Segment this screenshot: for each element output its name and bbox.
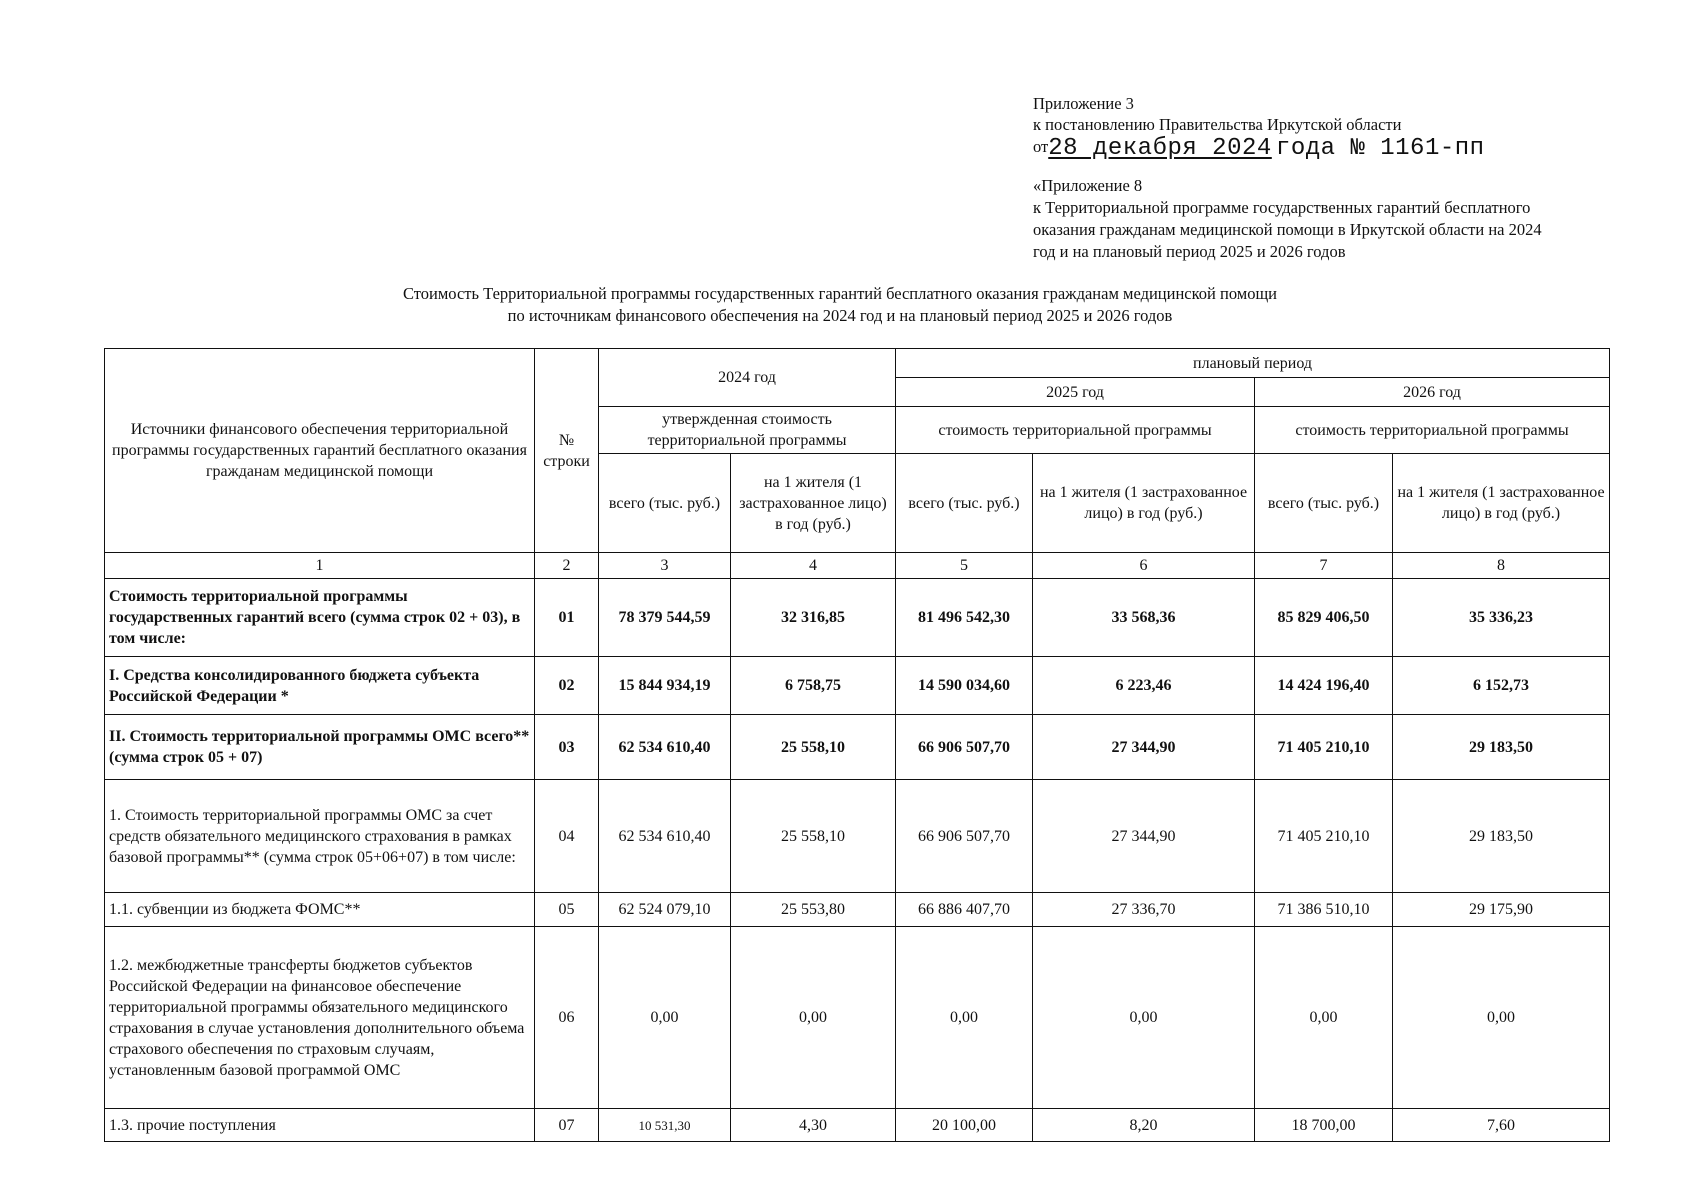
- column-number: 7: [1255, 553, 1393, 579]
- cell-total-2026: 71 386 510,10: [1255, 893, 1393, 927]
- column-number: 3: [599, 553, 731, 579]
- column-number-row: [105, 553, 1610, 579]
- row-source: I. Средства консолидированного бюджета субъекта Российской Федерации *: [105, 657, 535, 715]
- cell-per-capita-2025: 27 344,90: [1033, 780, 1255, 893]
- cell-total-2025: 0,00: [896, 927, 1033, 1109]
- row-source: 1. Стоимость территориальной программы ОМС за счет средств обязательного медицинского страхования в рамках базовой программы** (сумма строк 05+06+07) в том числе:: [105, 780, 535, 893]
- table-row: [105, 927, 1610, 1109]
- cell-total-2025: 66 886 407,70: [896, 893, 1033, 927]
- column-number: 6: [1033, 553, 1255, 579]
- table-row: [105, 780, 1610, 893]
- header-year-2025: 2025 год: [896, 378, 1255, 407]
- column-number: 2: [535, 553, 599, 579]
- row-number: 01: [535, 579, 599, 657]
- row-number: 07: [535, 1109, 599, 1142]
- row-number: 02: [535, 657, 599, 715]
- header-total-2024: всего (тыс. руб.): [599, 454, 731, 553]
- cell-per-capita-2026: 7,60: [1393, 1109, 1610, 1142]
- cell-total-2026: 0,00: [1255, 927, 1393, 1109]
- row-number: 06: [535, 927, 599, 1109]
- annex8-line: оказания гражданам медицинской помощи в Иркутской области на 2024: [1033, 220, 1542, 239]
- title-line: по источникам финансового обеспечения на 2024 год и на плановый период 2025 и 2026 годов: [507, 306, 1173, 325]
- table-row: [105, 1109, 1610, 1142]
- cell-per-capita-2026: 6 152,73: [1393, 657, 1610, 715]
- cell-per-capita-2024: 0,00: [731, 927, 896, 1109]
- cell-total-2025: 66 906 507,70: [896, 715, 1033, 780]
- table-row: [105, 579, 1610, 657]
- header-row-number: № строки: [535, 349, 599, 553]
- column-number: 5: [896, 553, 1033, 579]
- cell-total-2025: 20 100,00: [896, 1109, 1033, 1142]
- row-number: 03: [535, 715, 599, 780]
- decree-number: года № 1161-пп: [1275, 135, 1485, 162]
- table-row: [105, 657, 1610, 715]
- cell-per-capita-2024: 25 558,10: [731, 780, 896, 893]
- annex8-line: «Приложение 8: [1033, 176, 1143, 195]
- cell-per-capita-2025: 0,00: [1033, 927, 1255, 1109]
- column-number: 8: [1393, 553, 1610, 579]
- cell-per-capita-2024: 25 558,10: [731, 715, 896, 780]
- cell-per-capita-2024: 6 758,75: [731, 657, 896, 715]
- annex8-block: [1033, 175, 1633, 263]
- cell-total-2026: 71 405 210,10: [1255, 715, 1393, 780]
- decree-reference: к постановлению Правительства Иркутской области: [1033, 115, 1402, 134]
- header-approved-cost: утвержденная стоимость территориальной программы: [599, 407, 896, 454]
- cell-per-capita-2025: 27 336,70: [1033, 893, 1255, 927]
- header-year-2026: 2026 год: [1255, 378, 1610, 407]
- row-number: 05: [535, 893, 599, 927]
- row-source: 1.2. межбюджетные трансферты бюджетов субъектов Российской Федерации на финансовое обеспечение территориальной программы обязательного медицинского страхования в случае установления дополнительного объема страхового обеспечения по страховым случаям, установленным базовой программой ОМС: [105, 927, 535, 1109]
- decree-date: 28 декабря 2024: [1048, 135, 1272, 162]
- cell-per-capita-2026: 0,00: [1393, 927, 1610, 1109]
- cell-total-2024: 15 844 934,19: [599, 657, 731, 715]
- title-line: Стоимость Территориальной программы государственных гарантий бесплатного оказания гражданам медицинской помощи: [403, 284, 1277, 303]
- decree-from-prefix: от: [1033, 137, 1049, 156]
- cell-total-2026: 18 700,00: [1255, 1109, 1393, 1142]
- document-title: [100, 283, 1580, 327]
- cell-total-2024: 62 524 079,10: [599, 893, 731, 927]
- header-per-capita-2025: на 1 жителя (1 застрахованное лицо) в год (руб.): [1033, 454, 1255, 553]
- cell-per-capita-2026: 29 183,50: [1393, 780, 1610, 893]
- row-source: Стоимость территориальной программы государственных гарантий всего (сумма строк 02 + 03), в том числе:: [105, 579, 535, 657]
- cell-per-capita-2026: 29 183,50: [1393, 715, 1610, 780]
- table-row: [105, 893, 1610, 927]
- header-per-capita-2024: на 1 жителя (1 застрахованное лицо) в год (руб.): [731, 454, 896, 553]
- header-per-capita-2026: на 1 жителя (1 застрахованное лицо) в год (руб.): [1393, 454, 1610, 553]
- header-total-2026: всего (тыс. руб.): [1255, 454, 1393, 553]
- header-planning-period: плановый период: [896, 349, 1610, 378]
- cell-total-2026: 14 424 196,40: [1255, 657, 1393, 715]
- cell-per-capita-2026: 29 175,90: [1393, 893, 1610, 927]
- decree-header: [1033, 93, 1633, 263]
- column-number: 1: [105, 553, 535, 579]
- cell-per-capita-2025: 8,20: [1033, 1109, 1255, 1142]
- row-source: 1.3. прочие поступления: [105, 1109, 535, 1142]
- annex8-line: год и на плановый период 2025 и 2026 годов: [1033, 242, 1346, 261]
- header-sources: Источники финансового обеспечения территориальной программы государственных гарантий бесплатного оказания гражданам медицинской помощи: [105, 349, 535, 553]
- annex-label: Приложение 3: [1033, 94, 1134, 113]
- column-number: 4: [731, 553, 896, 579]
- cell-per-capita-2024: 4,30: [731, 1109, 896, 1142]
- cell-total-2024: 10 531,30: [599, 1109, 731, 1142]
- row-source: II. Стоимость территориальной программы ОМС всего** (сумма строк 05 + 07): [105, 715, 535, 780]
- cell-total-2024: 78 379 544,59: [599, 579, 731, 657]
- cell-per-capita-2024: 32 316,85: [731, 579, 896, 657]
- row-source: 1.1. субвенции из бюджета ФОМС**: [105, 893, 535, 927]
- cell-total-2024: 0,00: [599, 927, 731, 1109]
- cell-total-2025: 14 590 034,60: [896, 657, 1033, 715]
- cell-total-2025: 66 906 507,70: [896, 780, 1033, 893]
- cell-total-2024: 62 534 610,40: [599, 715, 731, 780]
- decree-date-line: [1033, 135, 1633, 162]
- table-row: [105, 715, 1610, 780]
- cell-total-2026: 71 405 210,10: [1255, 780, 1393, 893]
- cell-per-capita-2025: 27 344,90: [1033, 715, 1255, 780]
- cell-per-capita-2025: 6 223,46: [1033, 657, 1255, 715]
- cell-per-capita-2024: 25 553,80: [731, 893, 896, 927]
- header-year-2024: 2024 год: [599, 349, 896, 407]
- header-cost-2026: стоимость территориальной программы: [1255, 407, 1610, 454]
- cell-per-capita-2025: 33 568,36: [1033, 579, 1255, 657]
- header-cost-2025: стоимость территориальной программы: [896, 407, 1255, 454]
- header-total-2025: всего (тыс. руб.): [896, 454, 1033, 553]
- row-number: 04: [535, 780, 599, 893]
- cell-total-2024: 62 534 610,40: [599, 780, 731, 893]
- financing-table: [104, 348, 1610, 1142]
- cell-total-2025: 81 496 542,30: [896, 579, 1033, 657]
- cell-total-2026: 85 829 406,50: [1255, 579, 1393, 657]
- cell-per-capita-2026: 35 336,23: [1393, 579, 1610, 657]
- annex8-line: к Территориальной программе государственных гарантий бесплатного: [1033, 198, 1531, 217]
